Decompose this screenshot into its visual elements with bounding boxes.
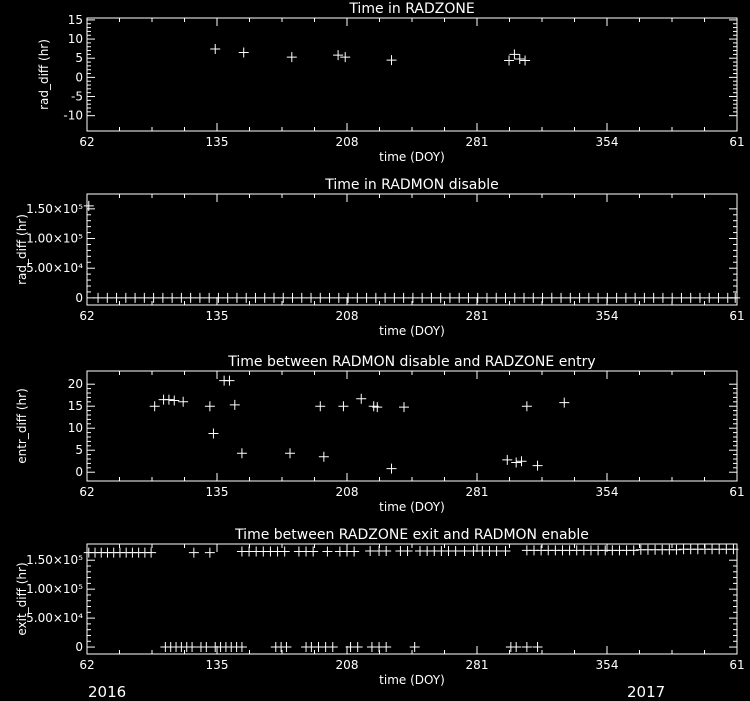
data-point bbox=[612, 293, 622, 303]
data-point bbox=[349, 547, 359, 557]
x-tick-label: 61 bbox=[729, 485, 745, 499]
data-point bbox=[730, 293, 740, 303]
data-point bbox=[556, 293, 566, 303]
data-point bbox=[381, 546, 391, 556]
data-point bbox=[473, 293, 483, 303]
data-point bbox=[593, 293, 603, 303]
data-point bbox=[278, 293, 288, 303]
data-point bbox=[399, 402, 409, 412]
data-point bbox=[237, 448, 247, 458]
data-point bbox=[150, 401, 160, 411]
data-point bbox=[704, 293, 714, 303]
data-point bbox=[639, 293, 649, 303]
data-point bbox=[504, 56, 514, 66]
x-tick-label: 281 bbox=[465, 658, 489, 672]
data-point bbox=[528, 293, 538, 303]
data-point bbox=[189, 548, 199, 558]
data-point bbox=[205, 548, 215, 558]
data-point bbox=[205, 401, 215, 411]
data-point bbox=[533, 642, 543, 652]
data-point bbox=[130, 293, 140, 303]
data-point bbox=[334, 293, 344, 303]
data-point bbox=[509, 49, 519, 59]
data-point bbox=[232, 293, 242, 303]
x-tick-label: 281 bbox=[465, 309, 489, 323]
data-point bbox=[511, 458, 521, 468]
data-point bbox=[403, 546, 413, 556]
chart-title: Time between RADMON disable and RADZONE entry bbox=[228, 354, 596, 370]
x-tick-label: 61 bbox=[729, 658, 745, 672]
data-point bbox=[686, 293, 696, 303]
data-point bbox=[667, 293, 677, 303]
y-tick-label: 15 bbox=[67, 399, 83, 414]
x-tick-label: 354 bbox=[595, 658, 619, 672]
data-point bbox=[230, 400, 240, 410]
data-point bbox=[322, 547, 332, 557]
data-point bbox=[269, 293, 279, 303]
data-point bbox=[547, 293, 557, 303]
data-point bbox=[224, 376, 234, 386]
data-point bbox=[338, 401, 348, 411]
data-point bbox=[287, 52, 297, 62]
y-tick-label: 5.00×10⁴ bbox=[26, 261, 83, 276]
data-point bbox=[538, 293, 548, 303]
y-tick-label: 0 bbox=[75, 70, 83, 85]
data-point bbox=[343, 293, 353, 303]
x-axis-label: time (DOY) bbox=[379, 150, 445, 164]
year-label-2017: 2017 bbox=[627, 683, 666, 701]
data-point bbox=[280, 547, 290, 557]
data-point bbox=[500, 546, 510, 556]
x-tick-label: 135 bbox=[205, 135, 229, 149]
data-point bbox=[121, 293, 131, 303]
y-axis-label: rad_diff (hr) bbox=[37, 39, 51, 110]
data-point bbox=[285, 448, 295, 458]
y-tick-label: 20 bbox=[67, 377, 83, 392]
data-point bbox=[250, 293, 260, 303]
data-point bbox=[239, 47, 249, 57]
data-point bbox=[149, 293, 159, 303]
data-point bbox=[399, 293, 409, 303]
data-point bbox=[381, 642, 391, 652]
year-label-2016: 2016 bbox=[88, 683, 127, 701]
y-tick-label: 5 bbox=[75, 443, 83, 458]
data-point bbox=[676, 293, 686, 303]
data-point bbox=[308, 547, 318, 557]
y-tick-label: 1.00×10⁵ bbox=[26, 582, 83, 597]
data-point bbox=[500, 293, 510, 303]
data-point bbox=[451, 546, 461, 556]
x-tick-label: 62 bbox=[79, 658, 95, 672]
data-point bbox=[139, 293, 149, 303]
data-point bbox=[93, 293, 103, 303]
data-point bbox=[658, 293, 668, 303]
data-point bbox=[649, 293, 659, 303]
x-tick-label: 61 bbox=[729, 309, 745, 323]
chart-panel-3 bbox=[15, 354, 745, 514]
x-tick-label: 62 bbox=[79, 309, 95, 323]
data-point bbox=[387, 55, 397, 65]
data-point bbox=[201, 642, 211, 652]
data-point bbox=[517, 456, 527, 466]
data-point bbox=[352, 293, 362, 303]
y-tick-label: 1.50×10⁵ bbox=[26, 201, 83, 216]
data-point bbox=[559, 398, 569, 408]
y-axis-label: exit_diff (hr) bbox=[15, 562, 29, 636]
data-point bbox=[380, 293, 390, 303]
data-point bbox=[410, 642, 420, 652]
data-point bbox=[389, 293, 399, 303]
y-tick-label: -10 bbox=[63, 108, 83, 123]
x-tick-label: 354 bbox=[595, 135, 619, 149]
x-tick-label: 62 bbox=[79, 135, 95, 149]
data-point bbox=[353, 642, 363, 652]
x-tick-label: 135 bbox=[205, 309, 229, 323]
data-point bbox=[408, 293, 418, 303]
data-point bbox=[315, 293, 325, 303]
data-point bbox=[178, 397, 188, 407]
chart-title: Time in RADZONE bbox=[349, 1, 475, 17]
y-tick-label: 0 bbox=[75, 640, 83, 655]
data-point bbox=[492, 546, 502, 556]
data-point bbox=[102, 293, 112, 303]
y-tick-label: 0 bbox=[75, 465, 83, 480]
data-point bbox=[511, 642, 521, 652]
x-axis-label: time (DOY) bbox=[379, 500, 445, 514]
y-tick-label: 15 bbox=[67, 12, 83, 27]
y-tick-label: 1.00×10⁵ bbox=[26, 231, 83, 246]
data-point bbox=[454, 293, 464, 303]
data-point bbox=[533, 461, 543, 471]
data-point bbox=[602, 293, 612, 303]
data-point bbox=[502, 455, 512, 465]
plot-frame bbox=[87, 371, 737, 481]
x-tick-label: 62 bbox=[79, 485, 95, 499]
data-point bbox=[491, 293, 501, 303]
x-tick-label: 135 bbox=[205, 658, 229, 672]
chart-panel-1 bbox=[37, 1, 745, 164]
data-point bbox=[84, 201, 94, 211]
data-point bbox=[695, 293, 705, 303]
y-tick-label: -5 bbox=[71, 89, 83, 104]
data-point bbox=[167, 293, 177, 303]
data-point bbox=[146, 548, 156, 558]
data-point bbox=[186, 293, 196, 303]
data-point bbox=[629, 545, 639, 555]
data-point bbox=[223, 293, 233, 303]
data-point bbox=[260, 293, 270, 303]
data-point bbox=[237, 642, 247, 652]
plot-frame bbox=[87, 194, 737, 305]
x-tick-label: 354 bbox=[595, 309, 619, 323]
data-point bbox=[333, 50, 343, 60]
data-point bbox=[460, 546, 470, 556]
data-point bbox=[671, 545, 681, 555]
data-point bbox=[164, 395, 174, 405]
data-point bbox=[213, 293, 223, 303]
y-tick-label: 5 bbox=[75, 51, 83, 66]
y-tick-label: 0 bbox=[75, 290, 83, 305]
data-point bbox=[169, 395, 179, 405]
x-tick-label: 208 bbox=[335, 485, 359, 499]
data-point bbox=[204, 293, 214, 303]
plot-frame bbox=[87, 544, 737, 654]
data-point bbox=[319, 452, 329, 462]
data-point bbox=[426, 293, 436, 303]
y-axis-label: entr_diff (hr) bbox=[15, 388, 29, 464]
chart-title: Time between RADZONE exit and RADMON enable bbox=[235, 527, 589, 543]
data-point bbox=[328, 642, 338, 652]
data-point bbox=[365, 546, 375, 556]
x-tick-label: 354 bbox=[595, 485, 619, 499]
data-point bbox=[575, 293, 585, 303]
x-tick-label: 281 bbox=[465, 485, 489, 499]
data-point bbox=[112, 293, 122, 303]
data-point bbox=[356, 394, 366, 404]
y-tick-label: 5.00×10⁴ bbox=[26, 611, 83, 626]
data-point bbox=[208, 428, 218, 438]
data-point bbox=[584, 293, 594, 303]
x-tick-label: 208 bbox=[335, 658, 359, 672]
data-point bbox=[510, 293, 520, 303]
data-point bbox=[522, 401, 532, 411]
data-point bbox=[362, 293, 372, 303]
data-point bbox=[297, 293, 307, 303]
y-axis-label: rad_diff (hr) bbox=[15, 214, 29, 285]
data-point bbox=[520, 56, 530, 66]
x-tick-label: 281 bbox=[465, 135, 489, 149]
data-point bbox=[195, 293, 205, 303]
data-point bbox=[621, 293, 631, 303]
plot-frame bbox=[87, 18, 737, 131]
data-point bbox=[463, 293, 473, 303]
x-axis-label: time (DOY) bbox=[379, 324, 445, 338]
x-tick-label: 208 bbox=[335, 309, 359, 323]
data-point bbox=[387, 464, 397, 474]
data-point bbox=[340, 52, 350, 62]
data-point bbox=[288, 293, 298, 303]
data-point bbox=[565, 293, 575, 303]
y-tick-label: 10 bbox=[67, 421, 83, 436]
chart-panel-4 bbox=[15, 527, 745, 687]
data-point bbox=[630, 293, 640, 303]
x-axis-label: time (DOY) bbox=[379, 673, 445, 687]
chart-panel-2 bbox=[15, 177, 745, 338]
x-tick-label: 208 bbox=[335, 135, 359, 149]
data-point bbox=[187, 642, 197, 652]
x-tick-label: 135 bbox=[205, 485, 229, 499]
data-point bbox=[519, 293, 529, 303]
data-point bbox=[713, 293, 723, 303]
data-point bbox=[445, 293, 455, 303]
y-tick-label: 1.50×10⁵ bbox=[26, 553, 83, 568]
chart-title: Time in RADMON disable bbox=[325, 177, 499, 193]
data-point bbox=[158, 293, 168, 303]
data-point bbox=[325, 293, 335, 303]
x-tick-label: 61 bbox=[729, 135, 745, 149]
data-point bbox=[210, 44, 220, 54]
data-point bbox=[482, 293, 492, 303]
data-point bbox=[515, 54, 525, 64]
data-point bbox=[417, 293, 427, 303]
y-tick-label: 10 bbox=[67, 32, 83, 47]
data-point bbox=[315, 401, 325, 411]
data-point bbox=[522, 642, 532, 652]
data-point bbox=[281, 642, 291, 652]
